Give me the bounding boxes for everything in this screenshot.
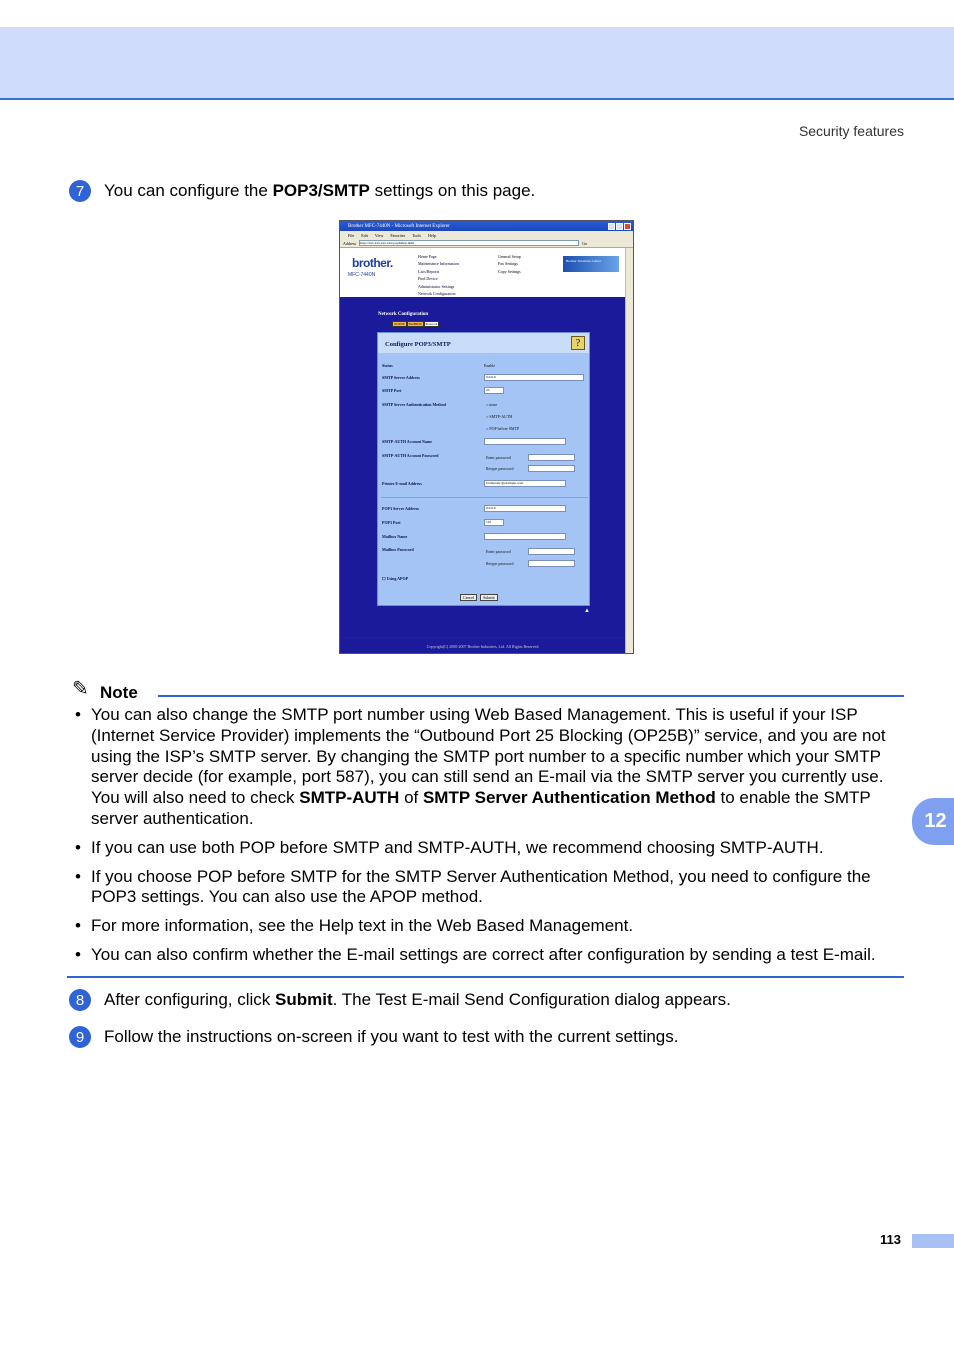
note-list	[74, 705, 906, 974]
pop3-smtp-panel: Configure POP3/SMTP ? Status Enable SMTP Server Address 0.0.0.0 SMTP Port 25 SMTP Server Authentication Method ○ none ○ SMTP-AUTH ○ POP before SMTP SMTP-AUTH Account Name SMTP-AUTH Account Password Enter password Retype password Printer E-mail Address brotherabc@example.com POP3 Server Address 0.0.0.0 POP3 Port 110 Mailbox Name Mailbox Password Enter password Retype password ☐ Using APOP Cancel Submit	[377, 332, 590, 606]
menu-view[interactable]: View	[374, 232, 384, 238]
note-item: • You can also confirm whether the E-mail settings are correct after configuration by sending a test E-mail.	[74, 945, 906, 966]
address-bar: Address http://xxx.xxx.xxx.xxx/pop3smtp.html Go	[340, 239, 633, 248]
config-tabs	[392, 321, 439, 327]
model-name: MFC-7440N	[348, 272, 376, 278]
radio-pop-before-smtp[interactable]: ○ POP before SMTP	[486, 426, 520, 431]
step-text: You can configure the POP3/SMTP settings on this page.	[104, 181, 536, 200]
note-bottom-rule	[67, 976, 904, 978]
step-text: After configuring, click Submit. The Test E-mail Send Configuration dialog appears.	[104, 990, 731, 1009]
auth-name-input[interactable]	[484, 438, 566, 445]
mailbox-name-input[interactable]	[484, 533, 566, 540]
radio-smtp-auth[interactable]: ○ SMTP-AUTH	[486, 414, 513, 419]
tab-protocol[interactable]: Protocol	[425, 322, 438, 326]
go-button[interactable]: Go	[582, 240, 587, 246]
network-config-label: Network Configuration	[378, 312, 429, 317]
solutions-center-link[interactable]: Brother Solutions Center	[563, 256, 619, 272]
menu-file[interactable]: File	[348, 232, 355, 238]
nav-admin[interactable]: Administrator Settings	[418, 283, 455, 289]
note-title: Note	[100, 683, 138, 702]
step-number: 9	[69, 1026, 91, 1048]
copyright: Copyright(C) 2000-2007 Brother Industries, Ltd. All Rights Reserved.	[340, 637, 626, 653]
brother-logo: brother.	[352, 256, 393, 270]
chapter-tab: 12	[912, 798, 954, 845]
section-title: Security features	[798, 123, 904, 139]
note-item: • You can also change the SMTP port number using Web Based Management. This is useful if your ISP (Internet Service Provider) implements the “Outbound Port 25 Blocking (OP25B)” service, and you are not using the ISP’s SMTP server. By changing the SMTP port number to a specific number which your SMTP server decide (for example, port 587), you can still send an E-mail via the SMTP server you currently use. You will also need to check SMTP-AUTH of SMTP Server Authentication Method to enable the SMTP server authentication.	[74, 705, 906, 830]
smtp-port-input[interactable]: 25	[484, 387, 504, 394]
step-9	[69, 1026, 679, 1048]
window-title-bar: Brother MFC-7440N - Microsoft Internet Explorer	[340, 221, 633, 231]
auth-password-input[interactable]	[528, 454, 575, 461]
printer-email-input[interactable]: brotherabc@example.com	[484, 480, 566, 487]
note-rule	[158, 695, 904, 697]
pop3-address-input[interactable]: 0.0.0.0	[484, 505, 566, 512]
note-item: • If you can use both POP before SMTP and SMTP-AUTH, we recommend choosing SMTP-AUTH.	[74, 838, 906, 859]
step-text: Follow the instructions on-screen if you want to test with the current settings.	[104, 1027, 679, 1046]
auth-password-retype-input[interactable]	[528, 465, 575, 472]
mailbox-password-input[interactable]	[528, 548, 575, 555]
menu-favorites[interactable]: Favorites	[390, 232, 406, 238]
scroll-top-icon[interactable]: ▲	[584, 608, 590, 614]
page-number-bar	[912, 1234, 954, 1248]
config-area	[340, 297, 626, 653]
radio-none[interactable]: ○ none	[486, 402, 498, 407]
header-band	[0, 27, 954, 100]
menu-bar	[340, 231, 633, 239]
submit-button[interactable]: Submit	[480, 594, 498, 601]
address-input[interactable]: http://xxx.xxx.xxx.xxx/pop3smtp.html	[359, 240, 579, 246]
close-icon[interactable]	[624, 223, 631, 230]
apop-checkbox[interactable]: ☐ Using APOP	[382, 576, 409, 581]
browser-screenshot	[339, 220, 634, 654]
maximize-icon[interactable]	[616, 223, 623, 230]
nav-home[interactable]: Home Page	[418, 254, 437, 259]
menu-help[interactable]: Help	[428, 232, 436, 238]
note-item: • If you choose POP before SMTP for the SMTP Server Authentication Method, you need to configure the POP3 settings. You can also use the APOP method.	[74, 867, 906, 909]
nav-left	[418, 253, 459, 297]
scrollbar[interactable]	[625, 248, 633, 653]
step-8	[69, 989, 731, 1011]
nav-copy[interactable]: Copy Settings	[498, 268, 521, 274]
nav-find-device[interactable]: Find Device	[418, 276, 438, 282]
note-pencil-icon: ✎	[72, 678, 89, 700]
step-number: 8	[69, 989, 91, 1011]
pop3-port-input[interactable]: 110	[484, 519, 504, 526]
nav-network[interactable]: Network Configuration	[418, 291, 456, 297]
step-7	[69, 180, 535, 202]
minimize-icon[interactable]	[608, 223, 615, 230]
panel-divider	[381, 497, 588, 498]
mailbox-password-retype-input[interactable]	[528, 560, 575, 567]
smtp-address-input[interactable]: 0.0.0.0	[484, 374, 584, 381]
nav-lists[interactable]: Lists/Reports	[418, 268, 440, 274]
panel-title: Configure POP3/SMTP	[378, 333, 589, 353]
step-number: 7	[69, 180, 91, 202]
nav-maintenance[interactable]: Maintenance Information	[418, 261, 459, 267]
nav-right	[498, 253, 521, 275]
nav-fax[interactable]: Fax Settings	[498, 261, 518, 267]
menu-edit[interactable]: Edit	[361, 232, 368, 238]
form-buttons	[460, 594, 498, 601]
tab-netbios[interactable]: NetBIOS	[408, 322, 422, 326]
nav-general[interactable]: General Setup	[498, 254, 521, 259]
menu-tools[interactable]: Tools	[412, 232, 422, 238]
tab-tcpip[interactable]: TCP/IP	[394, 322, 405, 326]
cancel-button[interactable]: Cancel	[460, 594, 477, 601]
help-icon[interactable]: ?	[571, 336, 585, 350]
brother-header	[340, 248, 633, 295]
note-item: • For more information, see the Help text in the Web Based Management.	[74, 916, 906, 937]
page-number: 113	[880, 1232, 901, 1247]
